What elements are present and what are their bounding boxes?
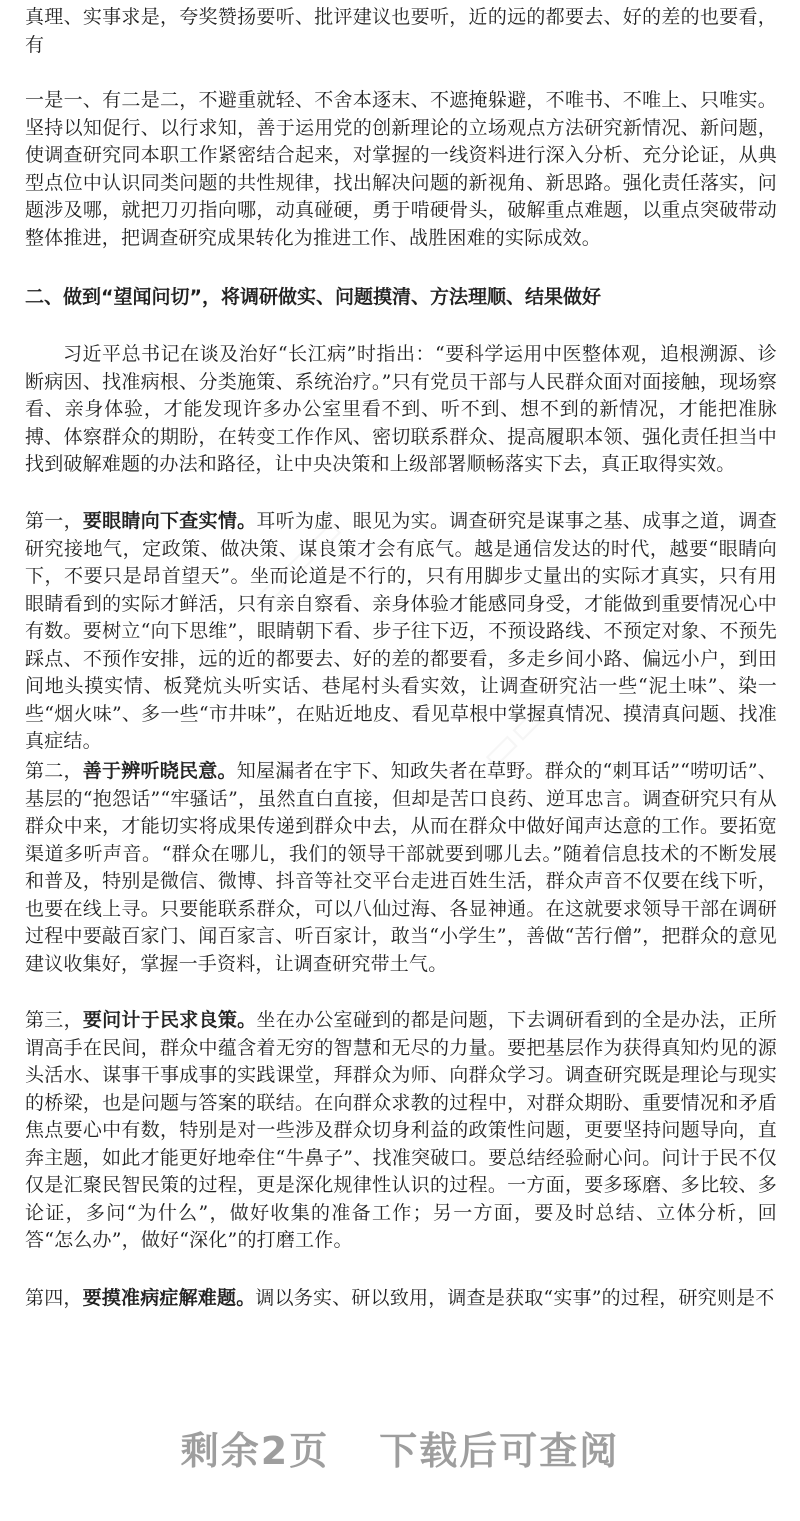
- section-intro-paragraph: [25, 341, 777, 479]
- paragraph-continuation: [25, 87, 777, 252]
- point-prefix: 第四，: [25, 1287, 83, 1309]
- point-title: 要摸准病症解难题。: [82, 1287, 256, 1309]
- point-body: 知屋漏者在宇下、知政失者在草野。群众的“刺耳话”“唠叨话”、基层的“抱怨话”“牢骚话”，虽然直白直接，但却是苦口良药、逆耳忠言。调查研究只有从群众中来，才能切实将成果传递到群众中去，从而在群众中做好闻声达意的工作。要拓宽渠道多听声音。“群众在哪儿，我们的领导干部就要到哪儿去。”随着信息技术的不断发展和普及，特别是微信、微博、抖音等社交平台走进百姓生活，群众声音不仅要在线下听，也要在线上寻。只要能联系群众，可以八仙过海、各显神通。在这就要求领导干部在调研过程中要敲百家门、闻百家言、听百家计，敢当“小学生”，善做“苦行僧”，把群众的意见建议收集好，掌握一手资料，让调查研究带土气。: [25, 760, 777, 975]
- download-hint-label[interactable]: 下载后可查阅: [379, 1429, 620, 1473]
- point-body: 耳听为虚、眼见为实。调查研究是谋事之基、成事之道，调查研究接地气，定政策、做决策、谋良策才会有底气。越是通信发达的时代，越要“眼睛向下，不要只是昂首望天”。坐而论道是不行的，只有用脚步丈量出的实际才真实，只有用眼睛看到的实际才鲜活，只有亲自察看、亲身体验才能感同身受，才能做到重要情况心中有数。要树立“向下思维”，眼睛朝下看、步子往下迈，不预设路线、不预定对象、不预先踩点、不预作安排，远的近的都要去、好的差的都要看，多走乡间小路、偏远小户，到田间地头摸实情、板凳炕头听实话、巷尾村头看实效，让调查研究沾一些“泥土味”、染一些“烟火味”、多一些“市井味”，在贴近地皮、看见草根中掌握真情况、摸清真问题、找准真症结。: [25, 510, 777, 752]
- point-title: 要问计于民求良策。: [82, 1009, 257, 1031]
- point-paragraph-4: [25, 1285, 777, 1313]
- point-paragraph-2: [25, 758, 777, 978]
- point-prefix: 第二，: [25, 760, 83, 782]
- point-title: 要眼睛向下查实情。: [82, 510, 257, 532]
- point-prefix: 第一，: [25, 510, 83, 532]
- section-heading: 二、做到“望闻问切”，将调研做实、问题摸清、方法理顺、结果做好: [25, 286, 601, 308]
- point-body: 坐在办公室碰到的都是问题，下去调研看到的全是办法，正所谓高手在民间，群众中蕴含着无穷的智慧和无尽的力量。要把基层作为获得真知灼见的源头活水、谋事干事成事的实践课堂，拜群众为师、向群众学习。调查研究既是理论与现实的桥梁，也是问题与答案的联结。在向群众求教的过程中，对群众期盼、重要情况和矛盾焦点要心中有数，特别是对一些涉及群众切身利益的政策性问题，更要坚持问题导向，直奔主题，如此才能更好地牵住“牛鼻子”、找准突破口。要总结经验耐心问。问计于民不仅仅是汇聚民智民策的过程，更是深化规律性认识的过程。一方面，要多琢磨、多比较、多论证，多问“为什么”，做好收集的准备工作；另一方面，要及时总结、立体分析，回答“怎么办”，做好“深化”的打磨工作。: [25, 1009, 777, 1251]
- remaining-pages-label: 剩余2页: [180, 1429, 330, 1473]
- paragraph-text: 一是一、有二是二，不避重就轻、不舍本逐末、不遮掩躲避，不唯书、不唯上、只唯实。坚持以知促行、以行求知，善于运用党的创新理论的立场观点方法研究新情况、新问题，使调查研究同本职工作紧密结合起来，对掌握的一线资料进行深入分析、充分论证，从典型点位中认识同类问题的共性规律，找出解决问题的新视角、新思路。强化责任落实，问题涉及哪，就把刀刃指向哪，动真碰硬，勇于啃硬骨头，破解重点难题，以重点突破带动整体推进，把调查研究成果转化为推进工作、战胜困难的实际成效。: [25, 89, 777, 249]
- paragraph-fragment-top: [25, 4, 777, 59]
- paragraph-text: 习近平总书记在谈及治好“长江病”时指出：“要科学运用中医整体观，追根溯源、诊断病因、找准病根、分类施策、系统治疗。”只有党员干部与人民群众面对面接触，现场察看、亲身体验，才能发现许多办公室里看不到、听不到、想不到的新情况，才能把准脉搏、体察群众的期盼，在转变工作作风、密切联系群众、提高履职本领、强化责任担当中找到破解难题的办法和路径，让中央决策和上级部署顺畅落实下去，真正取得实效。: [25, 343, 777, 475]
- point-body: 调以务实、研以致用，调查是获取“实事”的过程，研究则是不: [255, 1287, 775, 1309]
- point-prefix: 第三，: [25, 1009, 83, 1031]
- point-paragraph-3: [25, 1007, 777, 1255]
- point-title: 善于辨听晓民意。: [82, 760, 237, 782]
- point-paragraph-1: [25, 508, 777, 756]
- paragraph-text: 真理、实事求是，夸奖赞扬要听、批评建议也要听，近的远的都要去、好的差的也要看，有: [25, 6, 777, 56]
- download-prompt[interactable]: [0, 1420, 800, 1475]
